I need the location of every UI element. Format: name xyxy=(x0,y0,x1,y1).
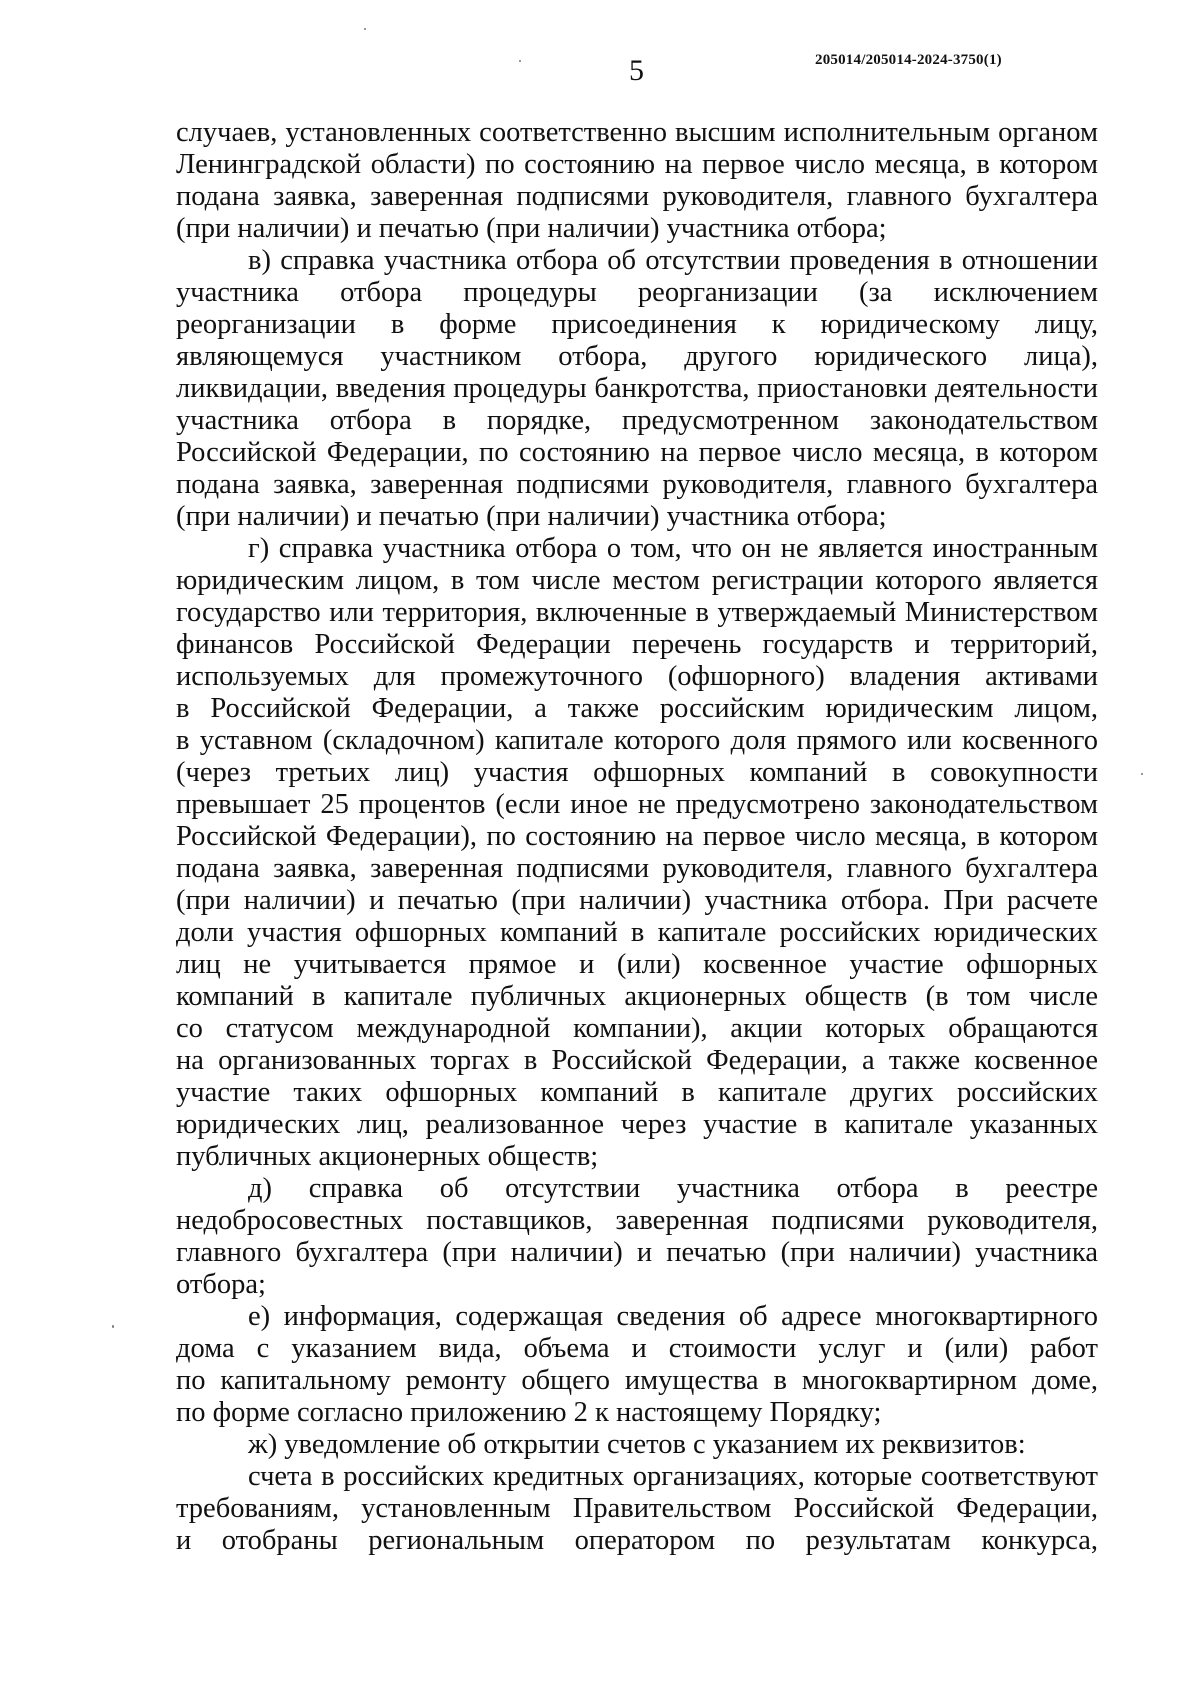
text-line: е) информация, содержащая сведения об адресе многоквартирного xyxy=(248,1301,1098,1332)
text-line: доли участия офшорных компаний в капитале российских юридических xyxy=(176,917,1098,948)
text-line: превышает 25 процентов (если иное не предусмотрено законодательством xyxy=(176,789,1098,820)
text-line: являющемуся участником отбора, другого юридического лица), xyxy=(176,341,1098,372)
text-line: (при наличии) и печатью (при наличии) участника отбора; xyxy=(176,501,887,532)
text-line: ликвидации, введения процедуры банкротства, приостановки деятельности xyxy=(176,373,1098,404)
text-line: публичных акционерных обществ; xyxy=(176,1141,599,1172)
text-line: со статусом международной компании), акции которых обращаются xyxy=(176,1013,1098,1044)
text-line: (через третьих лиц) участия офшорных компаний в совокупности xyxy=(176,757,1098,788)
text-line: используемых для промежуточного (офшорного) владения активами xyxy=(176,661,1098,692)
text-line: на организованных торгах в Российской Федерации, а также косвенное xyxy=(176,1045,1098,1076)
text-line: и отобраны региональным оператором по результатам конкурса, xyxy=(176,1525,1098,1556)
text-line: реорганизации в форме присоединения к юридическому лицу, xyxy=(176,309,1098,340)
text-line: главного бухгалтера (при наличии) и печатью (при наличии) участника xyxy=(176,1237,1098,1268)
scan-speck xyxy=(112,1325,114,1328)
text-line: счета в российских кредитных организациях, которые соответствуют xyxy=(248,1461,1098,1492)
text-line: подана заявка, заверенная подписями руководителя, главного бухгалтера xyxy=(176,181,1098,212)
text-line: юридических лиц, реализованное через участие в капитале указанных xyxy=(176,1109,1098,1140)
text-line: Российской Федерации, по состоянию на первое число месяца, в котором xyxy=(176,437,1098,468)
text-line: отбора; xyxy=(176,1269,266,1300)
scan-speck xyxy=(519,60,521,62)
text-line: по форме согласно приложению 2 к настоящему Порядку; xyxy=(176,1397,882,1428)
text-line: в) справка участника отбора об отсутствии проведения в отношении xyxy=(248,245,1098,276)
text-line: финансов Российской Федерации перечень государств и территорий, xyxy=(176,629,1098,660)
text-line: компаний в капитале публичных акционерных обществ (в том числе xyxy=(176,981,1098,1012)
scan-speck xyxy=(1141,773,1143,775)
text-line: по капитальному ремонту общего имущества в многоквартирном доме, xyxy=(176,1365,1098,1396)
document-id: 205014/205014-2024-3750(1) xyxy=(815,52,1002,68)
page-number: 5 xyxy=(629,54,644,87)
text-line: юридическим лицом, в том числе местом регистрации которого является xyxy=(176,565,1098,596)
text-line: требованиям, установленным Правительством Российской Федерации, xyxy=(176,1493,1098,1524)
text-line: д) справка об отсутствии участника отбора в реестре xyxy=(248,1173,1098,1204)
text-line: участника отбора в порядке, предусмотренном законодательством xyxy=(176,405,1098,436)
body-text xyxy=(176,117,1098,1557)
text-line: (при наличии) и печатью (при наличии) участника отбора; xyxy=(176,213,887,244)
text-line: участие таких офшорных компаний в капитале других российских xyxy=(176,1077,1098,1108)
text-line: в Российской Федерации, а также российским юридическим лицом, xyxy=(176,693,1098,724)
text-line: (при наличии) и печатью (при наличии) участника отбора. При расчете xyxy=(176,885,1098,916)
text-line: Российской Федерации), по состоянию на первое число месяца, в котором xyxy=(176,821,1098,852)
text-line: лиц не учитывается прямое и (или) косвенное участие офшорных xyxy=(176,949,1098,980)
text-line: дома с указанием вида, объема и стоимости услуг и (или) работ xyxy=(176,1333,1098,1364)
text-line: государство или территория, включенные в утверждаемый Министерством xyxy=(176,597,1098,628)
text-line: г) справка участника отбора о том, что он не является иностранным xyxy=(248,533,1098,564)
text-line: подана заявка, заверенная подписями руководителя, главного бухгалтера xyxy=(176,469,1098,500)
text-line: участника отбора процедуры реорганизации (за исключением xyxy=(176,277,1098,308)
text-line: недобросовестных поставщиков, заверенная подписями руководителя, xyxy=(176,1205,1098,1236)
text-line: ж) уведомление об открытии счетов с указанием их реквизитов: xyxy=(248,1429,1026,1460)
text-line: подана заявка, заверенная подписями руководителя, главного бухгалтера xyxy=(176,853,1098,884)
text-line: Ленинградской области) по состоянию на первое число месяца, в котором xyxy=(176,149,1098,180)
scan-speck xyxy=(364,28,366,30)
text-line: случаев, установленных соответственно высшим исполнительным органом xyxy=(176,117,1098,148)
text-line: в уставном (складочном) капитале которого доля прямого или косвенного xyxy=(176,725,1098,756)
